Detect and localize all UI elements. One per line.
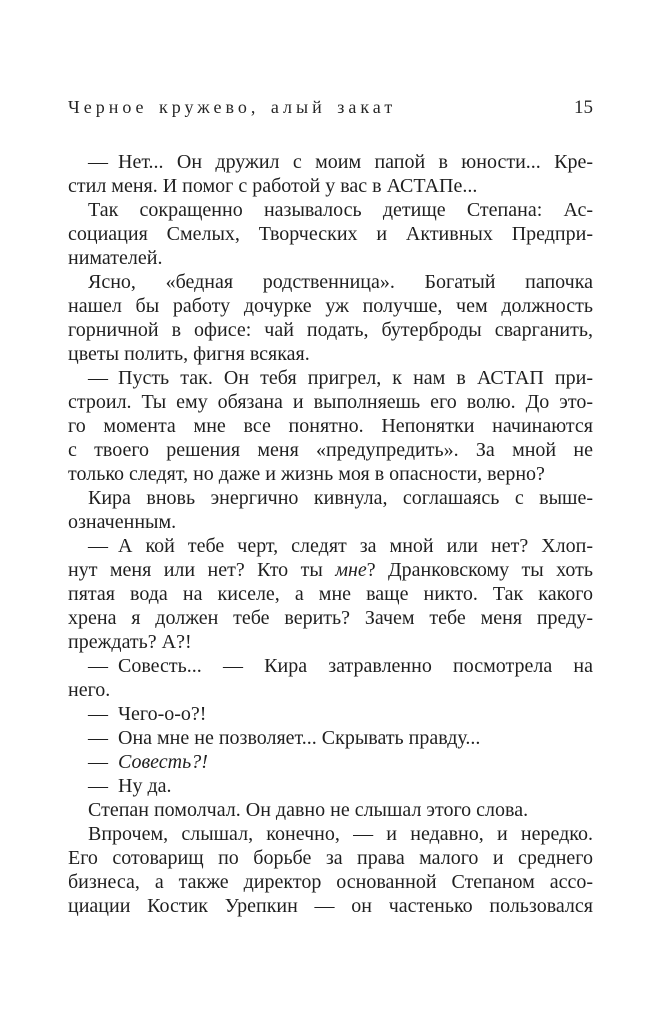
page-number: 15 xyxy=(574,97,593,118)
text-line: циации Костик Урепкин — он частенько пользовался xyxy=(68,895,593,917)
italic-text: мне xyxy=(335,559,367,581)
text-line: Так сокращенно называлось детище Степана: Ас- xyxy=(88,199,593,221)
text-line: нимателей. xyxy=(68,247,163,269)
text-line: — Пусть так. Он тебя пригрел, к нам в АСТАП при- xyxy=(88,367,593,389)
text-line: Его сотоварищ по борьбе за права малого и среднего xyxy=(68,847,593,869)
text-line: Кира вновь энергично кивнула, соглашаясь с выше- xyxy=(88,487,593,509)
text-line: него. xyxy=(68,679,111,701)
paragraph xyxy=(68,750,593,774)
text-line: — Чего-о-о?! xyxy=(88,703,207,725)
text-line: стил меня. И помог с работой у вас в АСТАПе... xyxy=(68,175,478,197)
text-line: нут меня или нет? Кто ты мне? Дранковскому ты хоть xyxy=(68,559,593,581)
text-line: — Нет... Он дружил с моим папой в юности... Кре- xyxy=(88,151,593,173)
text-line: цветы полить, фигня всякая. xyxy=(68,343,310,365)
paragraph xyxy=(68,654,593,702)
paragraph xyxy=(68,822,593,918)
text-line: бизнеса, а также директор основанной Степаном ассо- xyxy=(68,871,593,893)
text-line: нашел бы работу дочурке уж получше, чем должность xyxy=(68,295,593,317)
text-line: преждать? А?! xyxy=(68,631,192,653)
text-line: — Совесть... — Кира затравленно посмотрела на xyxy=(88,655,593,677)
text-line: Впрочем, слышал, конечно, — и недавно, и нередко. xyxy=(88,823,593,845)
paragraph xyxy=(68,198,593,270)
text-line: — Совесть?! xyxy=(88,751,208,773)
text-line: строил. Ты ему обязана и выполняешь его волю. До это- xyxy=(68,391,593,413)
text-line: Ясно, «бедная родственница». Богатый папочка xyxy=(88,271,593,293)
text-line: горничной в офисе: чай подать, бутерброды сварганить, xyxy=(68,319,593,341)
text-line: хрена я должен тебе верить? Зачем тебе меня преду- xyxy=(68,607,593,629)
text-line: — Она мне не позволяет... Скрывать правду... xyxy=(88,727,481,749)
text-line: только следят, но даже и жизнь моя в опасности, верно? xyxy=(68,463,545,485)
text-line: — Ну да. xyxy=(88,775,172,797)
text-line: го момента мне все понятно. Непонятки начинаются xyxy=(68,415,593,437)
paragraph xyxy=(68,702,593,726)
paragraph xyxy=(68,486,593,534)
paragraph xyxy=(68,270,593,366)
text-line: пятая вода на киселе, а мне ваще никто. Так какого xyxy=(68,583,593,605)
paragraph xyxy=(68,366,593,486)
paragraph xyxy=(68,534,593,654)
text-block xyxy=(68,97,593,918)
paragraph xyxy=(68,798,593,822)
text-line: социация Смелых, Творческих и Активных Предпри- xyxy=(68,223,593,245)
paragraph xyxy=(68,774,593,798)
text-line: — А кой тебе черт, следят за мной или нет? Хлоп- xyxy=(88,535,593,557)
page-body xyxy=(68,150,593,918)
text-line: с твоего решения меня «предупредить». За мной не xyxy=(68,439,593,461)
paragraph xyxy=(68,150,593,198)
running-header xyxy=(68,97,593,119)
italic-text: Совесть?! xyxy=(118,751,208,773)
paragraph xyxy=(68,726,593,750)
text-line: означенным. xyxy=(68,511,177,533)
text-line: Степан помолчал. Он давно не слышал этого слова. xyxy=(88,799,529,821)
running-title: Черное кружево, алый закат xyxy=(68,97,397,117)
